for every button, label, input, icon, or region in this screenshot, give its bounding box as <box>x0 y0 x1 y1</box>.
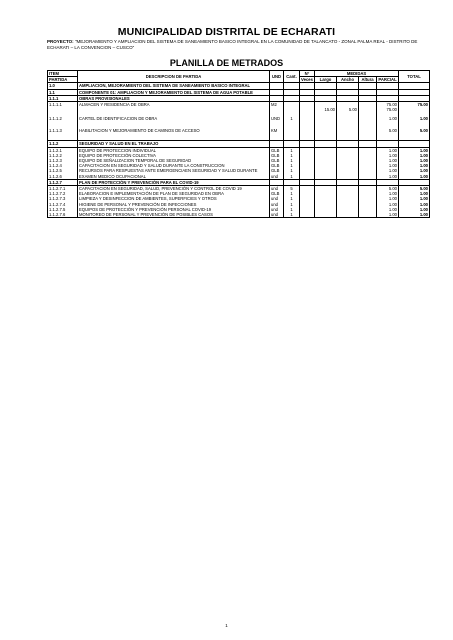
cell-description: HIGIENE DE PERSONAL Y PREVENCIÓN DE INFECCIONES <box>78 202 270 207</box>
cell-und: GLB <box>270 153 284 158</box>
cell-cant: 1 <box>284 196 300 201</box>
cell-item: 1.0 <box>48 83 78 89</box>
cell-und: und <box>270 185 284 191</box>
cell-description: PLAN DE PROTECCIÓN Y PREVENCIÓN PARA EL COVID-19 <box>78 179 270 185</box>
cell-description: EQUIPO DE PROTECCION INDIVIDUAL <box>78 147 270 153</box>
cell-cant: 1 <box>284 212 300 218</box>
cell-description: SEGURIDAD Y SALUD EN EL TRABAJO <box>78 141 270 147</box>
cell-item: 1.1.1.3 <box>48 128 78 133</box>
cell-und: GLB <box>270 163 284 168</box>
cell-description: CAPACITACION EN SEGURIDAD Y SALUD DURANTE LA CONSTRUCCION <box>78 163 270 168</box>
cell-item: 1.1.2.7.4 <box>48 202 78 207</box>
cell-item: 1.1.2.7 <box>48 179 78 185</box>
cell-parcial: 1.00 <box>377 207 399 212</box>
cell-description: ELABORACION E IMPLEMENTACIÓN DE PLAN DE SEGURIDAD EN OBRA <box>78 191 270 196</box>
cell-parcial: 1.00 <box>377 212 399 218</box>
header-total: TOTAL <box>399 71 430 83</box>
cell-description: EQUIPOS DE PROTECCIÓN Y PREVENCIÓN PERSONAL COVID-19 <box>78 207 270 212</box>
cell-description: CARTEL DE IDENTIFICACION DE OBRA <box>78 116 270 121</box>
cell-und: M2 <box>270 102 284 108</box>
header-item: ITEM <box>48 71 78 77</box>
cell-cant: 1 <box>284 116 300 121</box>
cell-total: 1.00 <box>399 163 430 168</box>
project-text: "MEJORAMIENTO Y AMPLIACION DEL SISTEMA DE SANEAMIENTO BASICO INTEGRAL EN LA COMUNIDAD DE TALANCATO - ZONAL PALMA REAL - DISTRITO DE ECHARATI – LA CONVENCION – CUSCO" <box>47 39 418 50</box>
cell-parcial: 75.00 <box>377 107 399 112</box>
cell-description: MONITOREO DE PERSONAL Y PREVENCIÓN DE POSIBLES CASOS <box>78 212 270 218</box>
cell-cant: 5 <box>284 185 300 191</box>
cell-item: 1.1.1.1 <box>48 102 78 108</box>
cell-item: 1.1.2.7.5 <box>48 207 78 212</box>
cell-und: UND <box>270 116 284 121</box>
cell-parcial: 1.00 <box>377 191 399 196</box>
cell-item: 1.1.2.7.1 <box>48 185 78 191</box>
cell-total: 75.00 <box>399 102 430 108</box>
document-title: MUNICIPALIDAD DISTRITAL DE ECHARATI <box>117 26 336 38</box>
table-row <box>48 212 430 218</box>
cell-cant: 1 <box>284 158 300 163</box>
cell-item: 1.1.2.7.3 <box>48 196 78 201</box>
metrados-table <box>47 70 430 218</box>
cell-cant: 1 <box>284 191 300 196</box>
cell-total: 1.00 <box>399 191 430 196</box>
cell-altura <box>359 212 377 218</box>
cell-total: 1.00 <box>399 153 430 158</box>
cell-item: 1.1.2.6 <box>48 174 78 180</box>
header-partida: PARTIDA <box>48 77 78 83</box>
cell-ancho: 5.00 <box>337 107 359 112</box>
cell-item: 1.1.1 <box>48 95 78 101</box>
cell-total: 1.00 <box>399 174 430 180</box>
cell-und: und <box>270 212 284 218</box>
cell-total: 1.00 <box>399 168 430 173</box>
header-largo: Largo <box>315 77 337 83</box>
cell-parcial: 5.00 <box>377 128 399 133</box>
cell-description: COMPONENTE 01: AMPLIACION Y MEJORAMIENTO DEL SISTEMA DE AGUA POTABLE <box>78 89 270 95</box>
cell-total: 1.00 <box>399 196 430 201</box>
cell-description: LIMPIEZA Y DESINFECCION DE AMBIENTES, SUPERFICIES Y OTROS <box>78 196 270 201</box>
cell-largo: 15.00 <box>315 107 337 112</box>
cell-cant: 1 <box>284 153 300 158</box>
cell-largo <box>315 212 337 218</box>
cell-total: 1.00 <box>399 147 430 153</box>
cell-parcial: 5.00 <box>377 185 399 191</box>
cell-total: 1.00 <box>399 212 430 218</box>
cell-und: GLB <box>270 147 284 153</box>
cell-cant: 1 <box>284 174 300 180</box>
cell-total: 1.00 <box>399 116 430 121</box>
cell-item: 1.1.2.7.2 <box>48 191 78 196</box>
cell-cant: 1 <box>284 168 300 173</box>
page-number: 1 <box>225 623 228 628</box>
cell-description: RECURSOS PARA RESPUESTAS ANTE EMERGENCIAEN SEGURIDAD Y SALUD DURANTE <box>78 168 270 173</box>
cell-und: und <box>270 174 284 180</box>
cell-item: 1.1.2.1 <box>48 147 78 153</box>
header-cant: Cant. <box>284 71 300 83</box>
cell-item: 1.1 <box>48 89 78 95</box>
cell-parcial: 1.00 <box>377 158 399 163</box>
cell-total: 1.00 <box>399 202 430 207</box>
cell-und: GLB <box>270 191 284 196</box>
cell-description: EXAMEN MEDICO OCUPACIONAL <box>78 174 270 180</box>
header-ancho: Ancho <box>337 77 359 83</box>
cell-und: und <box>270 196 284 201</box>
cell-item: 1.1.2 <box>48 141 78 147</box>
cell-und: KM <box>270 128 284 133</box>
cell-item: 1.1.2.4 <box>48 163 78 168</box>
cell-parcial: 1.00 <box>377 196 399 201</box>
header-parcial: PARCIAL <box>378 77 397 83</box>
header-n: N° <box>300 71 315 77</box>
cell-und: und <box>270 202 284 207</box>
cell-description: OBRAS PROVISIONALES <box>78 95 270 101</box>
project-description <box>47 39 429 51</box>
cell-ancho <box>337 212 359 218</box>
document-subtitle: PLANILLA DE METRADOS <box>169 58 284 68</box>
cell-total: 1.00 <box>399 207 430 212</box>
cell-und: GLB <box>270 168 284 173</box>
header-altura: Altura <box>359 77 377 83</box>
cell-item: 1.1.2.5 <box>48 168 78 173</box>
cell-parcial: 1.00 <box>377 116 399 121</box>
cell-und: GLB <box>270 158 284 163</box>
cell-description: AMPLIACION, MEJORAMIENTO DEL SISTEMA DE SANEAMIENTO BASICO INTEGRAL <box>78 83 270 89</box>
project-label: PROYECTO: <box>47 39 74 44</box>
cell-cant: 1 <box>284 202 300 207</box>
header-und: UND <box>270 71 284 83</box>
cell-parcial: 1.00 <box>377 202 399 207</box>
cell-description: EQUIPO DE PROTECCIÓN COLECTIVA <box>78 153 270 158</box>
table-body <box>48 83 430 218</box>
cell-cant: 1 <box>284 163 300 168</box>
cell-cant: 1 <box>284 147 300 153</box>
cell-veces <box>300 212 315 218</box>
cell-description: ALMACEN Y RESIDENCIA DE OBRA <box>78 102 270 108</box>
cell-total: 5.00 <box>399 128 430 133</box>
cell-item: 1.1.2.7.6 <box>48 212 78 218</box>
cell-und: und <box>270 207 284 212</box>
cell-item: 1.1.2.2 <box>48 153 78 158</box>
cell-parcial: 1.00 <box>377 168 399 173</box>
cell-parcial: 1.00 <box>377 174 399 180</box>
cell-total: 5.00 <box>399 185 430 191</box>
header-description: DESCRIPCION DE PARTIDA <box>78 71 270 83</box>
cell-description: HABILITACION Y MEJORAMIENTO DE CAMINOS DE ACCESO <box>78 128 270 133</box>
cell-item: 1.1.1.2 <box>48 116 78 121</box>
cell-item: 1.1.2.3 <box>48 158 78 163</box>
cell-cant: 1 <box>284 207 300 212</box>
cell-description: CAPACITACION EN SEGURIDAD, SALUD, PREVENCIÓN Y CONTROL DE COVID 19 <box>78 185 270 191</box>
cell-parcial: 1.00 <box>377 147 399 153</box>
header-veces: Veces <box>301 77 313 83</box>
header-medidas: MEDIDAS <box>315 71 399 77</box>
cell-description: EQUIPO DE SEÑALIZACION TEMPORAL DE SEGURIDAD <box>78 158 270 163</box>
cell-parcial: 75.00 <box>377 102 399 108</box>
cell-total: 1.00 <box>399 158 430 163</box>
cell-parcial: 1.00 <box>377 163 399 168</box>
cell-parcial: 1.00 <box>377 153 399 158</box>
